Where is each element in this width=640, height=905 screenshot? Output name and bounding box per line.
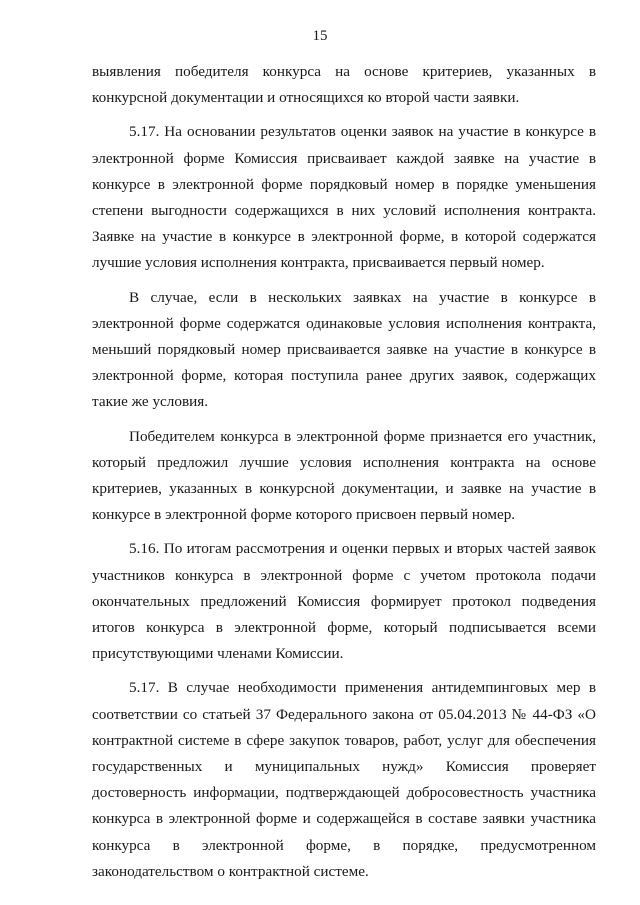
text-line: окончательных предложений Комиссия формирует протокол подведения	[92, 592, 596, 610]
text-line: 5.16. По итогам рассмотрения и оценки первых и вторых частей заявок	[129, 540, 596, 558]
text-line: соответствии со статьей 37 Федерального закона от 05.04.2013 № 44-ФЗ «О	[92, 705, 596, 723]
text-line: достоверность информации, подтверждающей добросовестность участника	[92, 784, 596, 802]
text-line: В случае, если в нескольких заявках на участие в конкурсе в	[129, 288, 596, 306]
paragraph-continuation	[92, 59, 596, 111]
text-line: присутствующими членами Комиссии.	[92, 645, 344, 663]
document-body	[92, 59, 596, 885]
paragraph-equal-conditions	[92, 285, 596, 416]
text-line: лучшие условия исполнения контракта, присваивается первый номер.	[92, 254, 545, 272]
paragraph-5-17-ranking	[92, 119, 596, 276]
text-line: электронной форме содержатся одинаковые условия исполнения контракта,	[92, 314, 596, 332]
paragraph-winner	[92, 424, 596, 529]
text-line: Заявке на участие в конкурсе в электронной форме, в которой содержатся	[92, 228, 596, 246]
text-line: конкурсе в электронной форме которого присвоен первый номер.	[92, 506, 516, 524]
text-line: Победителем конкурса в электронной форме признается его участник,	[129, 427, 596, 445]
text-line: 5.17. В случае необходимости применения антидемпинговых мер в	[129, 679, 596, 697]
text-line: участников конкурса в электронной форме с учетом протокола подачи	[92, 566, 596, 584]
text-line: такие же условия.	[92, 393, 209, 411]
text-line: государственных и муниципальных нужд» Комиссия проверяет	[92, 758, 596, 776]
text-line: критериев, указанных в конкурсной документации, и заявке на участие в	[92, 480, 596, 498]
text-line: законодательством о контрактной системе.	[92, 862, 369, 880]
text-line: электронной форме, которая поступила ранее других заявок, содержащих	[92, 367, 596, 385]
text-line: конкурсной документации и относящихся ко второй части заявки.	[92, 89, 520, 107]
text-line: конкурса в электронной форме и содержащейся в составе заявки участника	[92, 810, 596, 828]
text-line: выявления победителя конкурса на основе критериев, указанных в	[92, 63, 596, 80]
text-line: контрактной системе в сфере закупок товаров, работ, услуг для обеспечения	[92, 731, 596, 749]
text-line: меньший порядковый номер присваивается заявке на участие в конкурсе в	[92, 341, 596, 359]
text-line: конкурсе в электронной форме порядковый номер в порядке уменьшения	[92, 175, 596, 193]
page-number: 15	[312, 28, 328, 44]
paragraph-5-16-protocol	[92, 536, 596, 667]
paragraph-5-17-antidumping	[92, 675, 596, 885]
text-line: степени выгодности содержащихся в них условий исполнения контракта.	[92, 202, 596, 220]
text-line: 5.17. На основании результатов оценки заявок на участие в конкурсе в	[129, 123, 596, 141]
text-line: конкурса в электронной форме, в порядке, предусмотренном	[92, 836, 596, 854]
text-line: итогов конкурса в электронной форме, который подписывается всеми	[92, 619, 596, 637]
text-line: который предложил лучшие условия исполнения контракта на основе	[92, 453, 596, 471]
text-line: электронной форме Комиссия присваивает каждой заявке на участие в	[92, 149, 596, 167]
